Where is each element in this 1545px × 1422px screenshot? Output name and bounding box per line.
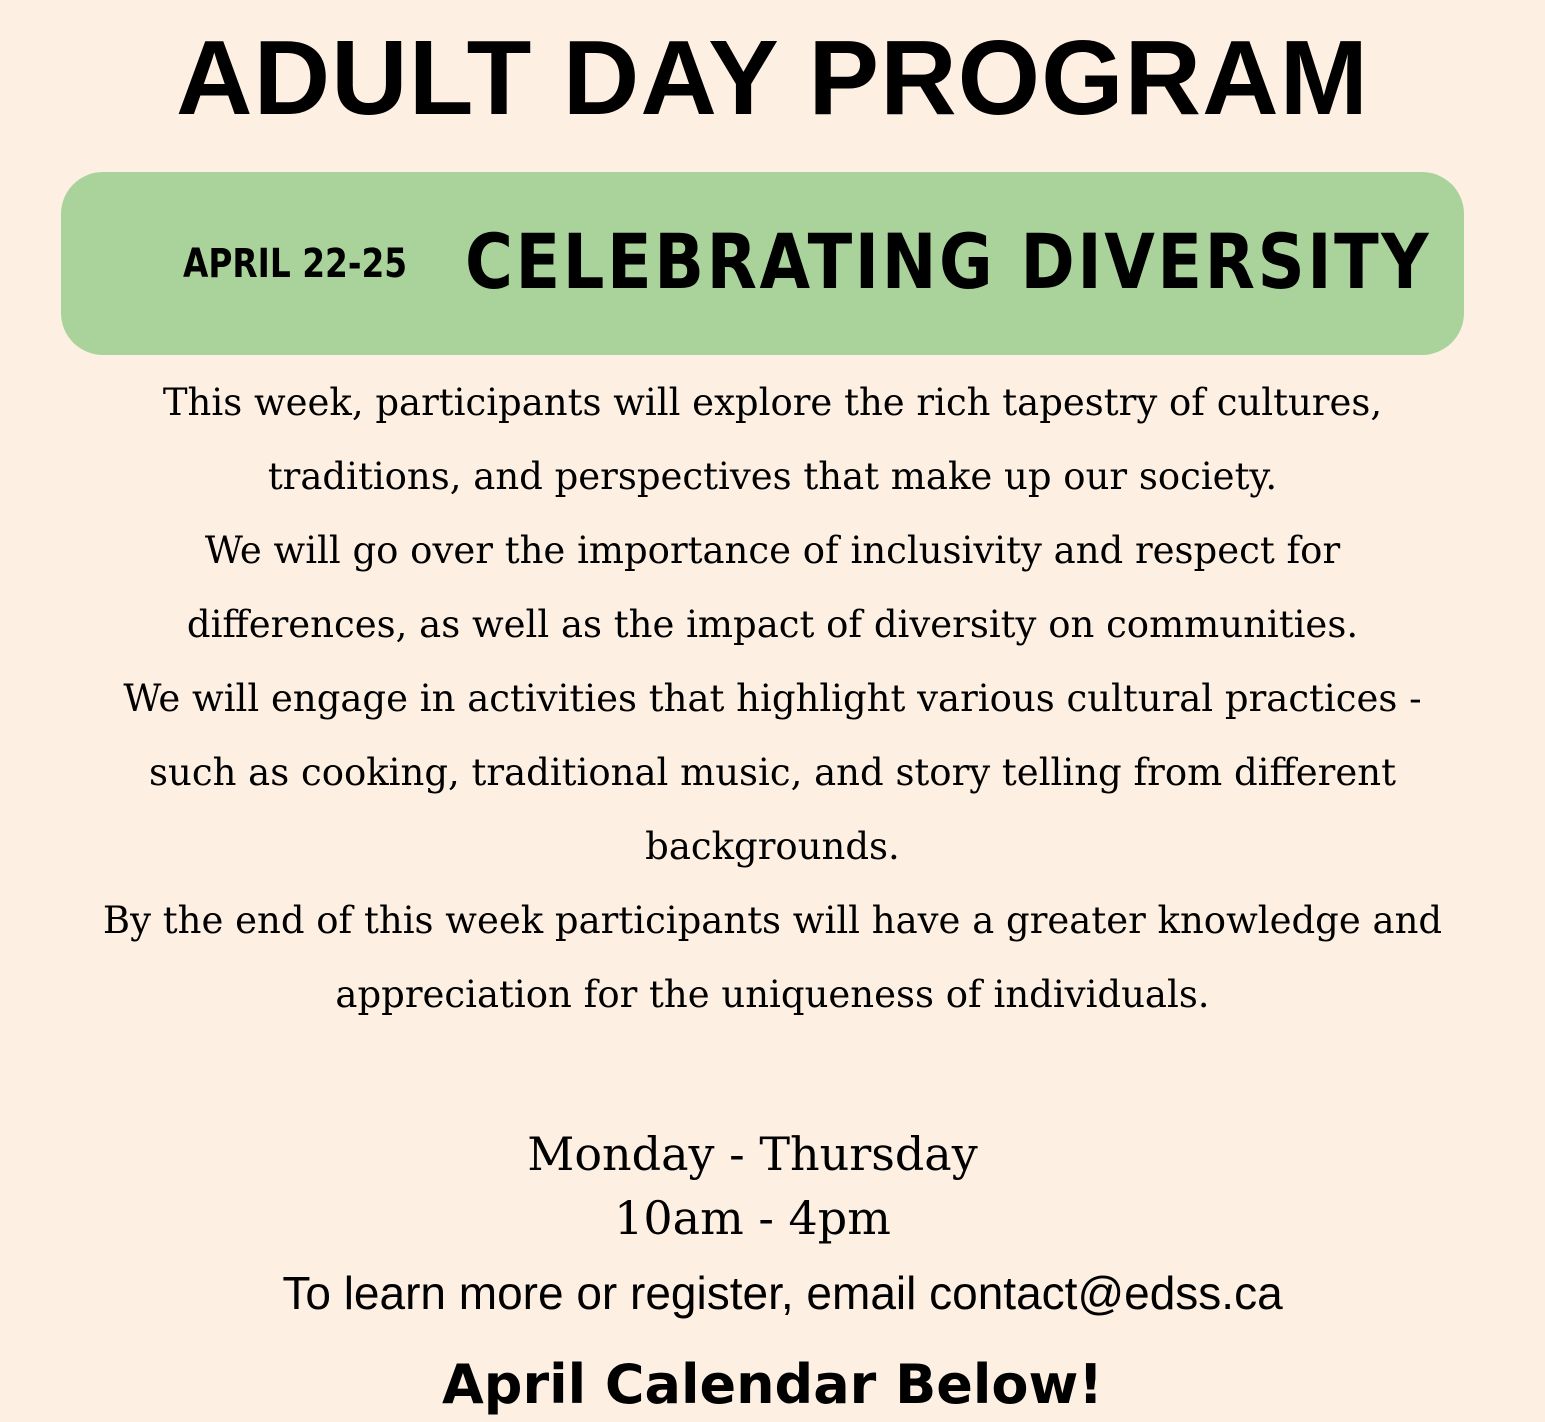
description-line: We will go over the importance of inclusivity and respect for (204, 529, 1341, 572)
program-description (0, 366, 1545, 1032)
description-line: traditions, and perspectives that make up our society. (267, 455, 1278, 498)
description-line: backgrounds. (645, 825, 900, 868)
description-line: By the end of this week participants will have a greater knowledge and (102, 899, 1443, 942)
description-line: appreciation for the uniqueness of individuals. (335, 973, 1210, 1016)
page-title: ADULT DAY PROGRAM (176, 19, 1369, 137)
banner-theme: CELEBRATING DIVERSITY (465, 217, 1432, 306)
schedule-days: Monday - Thursday (527, 1127, 978, 1181)
description-line: This week, participants will explore the rich tapestry of cultures, (162, 381, 1383, 424)
calendar-note: April Calendar Below! (442, 1353, 1103, 1416)
banner-date: APRIL 22-25 (183, 241, 408, 287)
description-line: We will engage in activities that highlight various cultural practices - (123, 677, 1422, 720)
schedule-hours: 10am - 4pm (614, 1191, 891, 1245)
description-line: such as cooking, traditional music, and story telling from different (149, 751, 1396, 794)
theme-banner (61, 172, 1464, 355)
contact-line: To learn more or register, email contact@edss.ca (282, 1267, 1283, 1319)
schedule (0, 1122, 1525, 1250)
description-line: differences, as well as the impact of diversity on communities. (186, 603, 1359, 646)
